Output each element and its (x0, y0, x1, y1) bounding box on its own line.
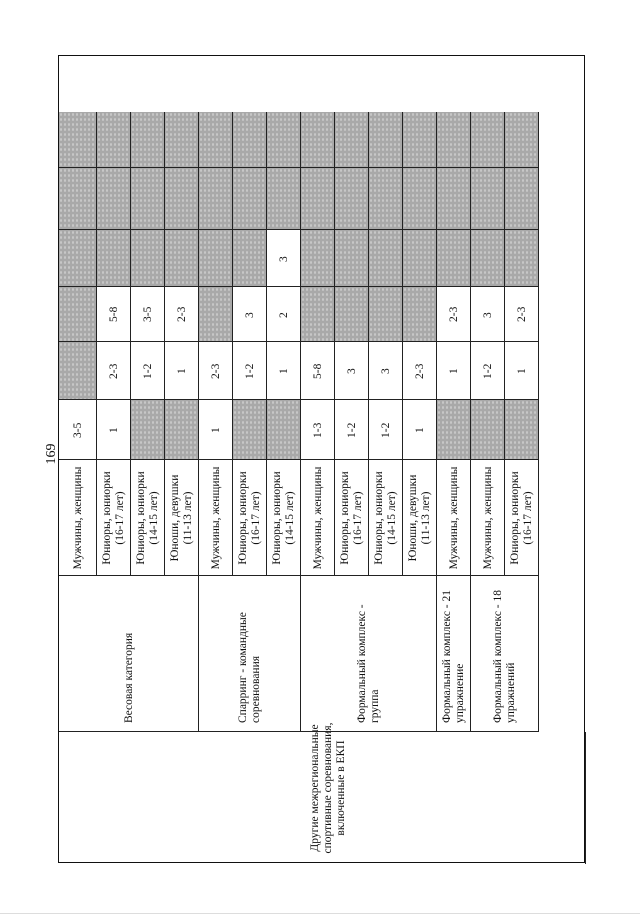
place-cell (97, 112, 131, 168)
discipline-label: Формальный комплекс - группа (356, 604, 381, 723)
place-value: 2-3 (107, 363, 120, 379)
place-value: 5-8 (311, 363, 324, 379)
place-value: 3 (379, 368, 392, 374)
place-cell (233, 112, 267, 168)
age-group-label: Мужчины, женщины (447, 466, 460, 570)
place-cell (267, 112, 301, 168)
age-group-label: Юноши, девушки (11-13 лет) (169, 474, 194, 562)
age-group-label: Юниоры, юниорки (16-17 лет) (101, 471, 126, 565)
place-value: 1-2 (243, 363, 256, 379)
age-group-label: Мужчины, женщины (311, 466, 324, 570)
place-cell (59, 342, 97, 400)
place-cell (437, 400, 471, 460)
place-cell (267, 168, 301, 230)
place-value: 3 (345, 368, 358, 374)
place-cell (437, 112, 471, 168)
place-cell (59, 112, 97, 168)
place-cell (505, 112, 539, 168)
place-cell (403, 287, 437, 342)
place-value: 2-3 (209, 363, 222, 379)
place-cell (369, 287, 403, 342)
place-value: 3 (277, 255, 290, 262)
age-group-label: Юниоры, юниорки (14-15 лет) (135, 471, 160, 565)
place-value: 2-3 (515, 306, 528, 322)
age-group-label: Юниоры, юниорки (14-15 лет) (271, 471, 296, 565)
place-value: 1-2 (345, 422, 358, 438)
place-cell (233, 168, 267, 230)
place-cell (199, 230, 233, 287)
discipline-label: Весовая категория (122, 632, 135, 723)
place-cell (59, 287, 97, 342)
place-cell (131, 168, 165, 230)
place-cell (131, 230, 165, 287)
place-cell (471, 400, 505, 460)
place-value: 3-5 (71, 422, 84, 438)
place-cell (403, 168, 437, 230)
place-value: 2-3 (175, 306, 188, 322)
place-cell (131, 112, 165, 168)
age-group-label: Мужчины, женщины (481, 466, 494, 570)
place-cell (267, 400, 301, 460)
place-value: 1 (277, 368, 290, 374)
place-cell (471, 168, 505, 230)
place-cell (165, 168, 199, 230)
place-cell (335, 112, 369, 168)
results-table (58, 55, 585, 863)
place-cell (199, 112, 233, 168)
age-group-label: Мужчины, женщины (209, 466, 222, 570)
place-cell (471, 230, 505, 287)
place-value: 1 (107, 427, 120, 433)
place-cell (301, 168, 335, 230)
place-cell (369, 168, 403, 230)
place-cell (131, 400, 165, 460)
place-cell (505, 400, 539, 460)
place-cell (97, 230, 131, 287)
place-cell (335, 230, 369, 287)
scan-edge-line (0, 913, 640, 914)
place-value: 3 (243, 311, 256, 318)
place-cell (437, 230, 471, 287)
place-cell (301, 230, 335, 287)
discipline-label: Спарринг - командные соревнования (237, 612, 262, 723)
place-cell (165, 112, 199, 168)
place-cell (165, 400, 199, 460)
place-cell (369, 230, 403, 287)
place-value: 2-3 (447, 306, 460, 322)
place-cell (437, 168, 471, 230)
place-cell (335, 168, 369, 230)
place-value: 2 (277, 311, 290, 318)
place-value: 1-3 (311, 422, 324, 438)
place-value: 5-8 (107, 306, 120, 322)
place-value: 1-2 (141, 363, 154, 379)
place-cell (505, 168, 539, 230)
age-group-label: Мужчины, женщины (71, 466, 84, 570)
place-cell (199, 287, 233, 342)
place-value: 1 (209, 427, 222, 433)
page-number: 169 (44, 443, 59, 465)
place-value: 1 (515, 368, 528, 374)
place-cell (233, 230, 267, 287)
place-value: 1 (447, 368, 460, 374)
place-cell (505, 230, 539, 287)
place-cell (471, 112, 505, 168)
place-cell (403, 112, 437, 168)
place-cell (59, 230, 97, 287)
age-group-label: Юноши, девушки (11-13 лет) (407, 474, 432, 562)
place-cell (59, 168, 97, 230)
place-cell (301, 287, 335, 342)
place-value: 1-2 (379, 422, 392, 438)
competition-name: Другие межрегиональные спортивные соревнования, включенные в ЕКП (309, 722, 347, 854)
place-cell (335, 287, 369, 342)
place-value: 2-3 (413, 363, 426, 379)
place-cell (369, 112, 403, 168)
age-group-label: Юниоры, юниорки (16-17 лет) (509, 471, 534, 565)
place-value: 1-2 (481, 363, 494, 379)
place-value: 3-5 (141, 306, 154, 322)
place-value: 3 (481, 311, 494, 318)
age-group-label: Юниоры, юниорки (14-15 лет) (373, 471, 398, 565)
place-cell (233, 400, 267, 460)
discipline-label: Формальный комплекс - 21 упражнение (441, 589, 466, 723)
place-cell (403, 230, 437, 287)
age-group-label: Юниоры, юниорки (16-17 лет) (237, 471, 262, 565)
place-value: 1 (175, 368, 188, 374)
place-cell (301, 112, 335, 168)
table-grid (59, 56, 584, 862)
age-group-label: Юниоры, юниорки (16-17 лет) (339, 471, 364, 565)
place-cell (199, 168, 233, 230)
place-cell (97, 168, 131, 230)
place-value: 1 (413, 427, 426, 433)
place-cell (165, 230, 199, 287)
discipline-label: Формальный комплекс - 18 упражнений (492, 589, 517, 723)
